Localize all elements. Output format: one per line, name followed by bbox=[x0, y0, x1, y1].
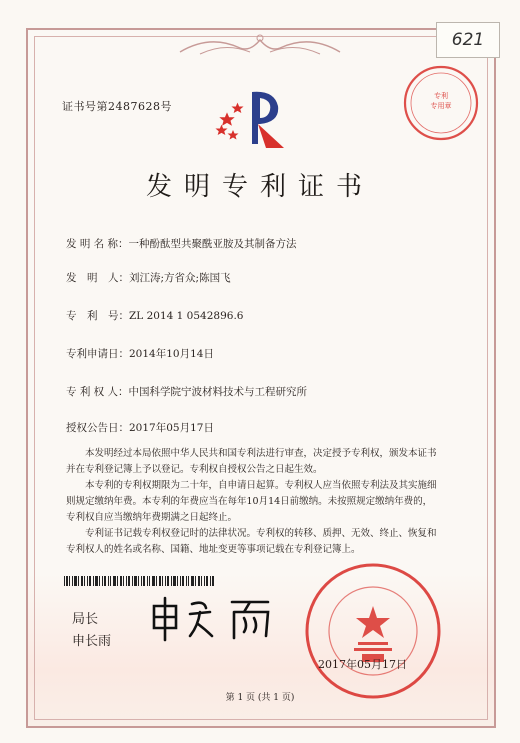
patent-office-logo bbox=[214, 84, 298, 152]
patent-number-label: 专 利 号： bbox=[66, 310, 129, 322]
page-number: 第 1 页 (共 1 页) bbox=[225, 693, 295, 703]
national-ip-office-seal bbox=[304, 562, 442, 700]
body-paragraph-3: 专利证书记载专利权登记时的法律状况。专利权的转移、质押、无效、终止、恢复和 bbox=[85, 528, 437, 539]
handwritten-note: 621 bbox=[436, 22, 500, 58]
invention-name-value: 一种酚酞型共聚酰亚胺及其制备方法 bbox=[128, 238, 297, 250]
grant-date-value: 2017年05月17日 bbox=[129, 422, 214, 434]
svg-text:专利: 专利 bbox=[434, 92, 448, 100]
body-paragraph-2: 本专利的专利权期限为二十年，自申请日起算。专利权人应当依照专利法及其实施细 bbox=[85, 480, 437, 491]
body-paragraph-1-cont: 并在专利登记簿上予以登记。专利权自授权公告之日起生效。 bbox=[66, 464, 323, 475]
patentee-value: 中国科学院宁波材料技术与工程研究所 bbox=[128, 386, 308, 398]
certificate-body bbox=[66, 446, 458, 558]
patentee-row bbox=[66, 384, 307, 399]
inventors-row bbox=[66, 270, 231, 285]
grant-date-label: 授权公告日： bbox=[66, 422, 129, 434]
inventors-value: 刘江涛;方省众;陈国飞 bbox=[129, 272, 231, 284]
top-ornament bbox=[170, 30, 350, 60]
svg-text:专用章: 专用章 bbox=[430, 102, 452, 110]
body-paragraph-2-cont2: 专利权自应当缴纳年费期满之日起终止。 bbox=[66, 512, 238, 523]
invention-name-row bbox=[66, 236, 297, 251]
patent-number-row bbox=[66, 308, 243, 323]
filing-date-label: 专利申请日： bbox=[66, 348, 129, 360]
top-seal-stamp bbox=[402, 64, 480, 142]
invention-name-label: 发 明 名 称： bbox=[66, 238, 129, 250]
director-name: 申长雨 bbox=[72, 634, 112, 649]
inventors-label: 发 明 人： bbox=[66, 272, 129, 284]
patent-number-value: ZL 2014 1 0542896.6 bbox=[129, 310, 244, 322]
filing-date-row bbox=[66, 346, 214, 361]
body-paragraph-3-cont: 专利权人的姓名或名称、国籍、地址变更等事项记载在专利登记簿上。 bbox=[66, 544, 361, 555]
handwritten-signature bbox=[148, 596, 278, 642]
body-paragraph-2-cont1: 则规定缴纳年费。本专利的年费应当在每年10月14日前缴纳。未按照规定缴纳年费的， bbox=[66, 496, 433, 507]
seal-date: 2017年05月17日 bbox=[318, 658, 407, 671]
body-paragraph-1: 本发明经过本局依照中华人民共和国专利法进行审查，决定授予专利权，颁发本证书 bbox=[85, 448, 437, 459]
barcode bbox=[64, 576, 214, 586]
director-title: 局长 bbox=[72, 612, 99, 627]
patentee-label: 专 利 权 人： bbox=[66, 386, 129, 398]
certificate-number: 证书号第2487628号 bbox=[62, 100, 172, 113]
filing-date-value: 2014年10月14日 bbox=[129, 348, 214, 360]
document-title: 发明专利证书 bbox=[145, 172, 374, 202]
grant-date-row bbox=[66, 420, 214, 435]
